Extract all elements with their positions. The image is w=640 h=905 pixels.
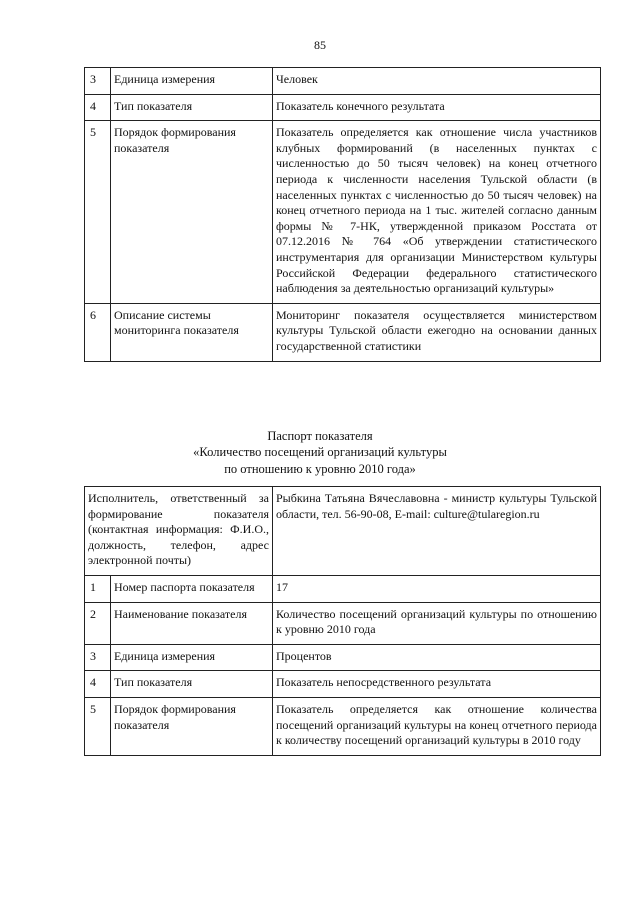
row-value: Человек <box>273 68 601 95</box>
row-value: Показатель конечного результата <box>273 94 601 121</box>
row-value: Показатель определяется как отношение числа участников клубных формирований (в населенных пунктах с численностью до 50 тысяч человек) на конец отчетного периода к численности населения Тульской области (в населенных пунктах с численностью до 50 тысяч человек) на конец отчетного периода на 1 тыс. жителей согласно данным формы № 7-НК, утвержденной приказом Росстата от 07.12.2016 № 764 «Об утверждении статистического инструментария для организации Министерством культуры Российской Федерации федерального статистического наблюдения за деятельностью организаций культуры» <box>273 121 601 304</box>
row-number: 3 <box>85 68 111 95</box>
row-label: Тип показателя <box>111 94 273 121</box>
table-row <box>85 121 601 304</box>
row-value: Показатель непосредственного результата <box>273 671 601 698</box>
indicator-table-continued <box>84 67 601 362</box>
row-label: Порядок формирования показателя <box>111 697 273 755</box>
row-label: Номер паспорта показателя <box>111 575 273 602</box>
table-row <box>85 671 601 698</box>
row-number: 1 <box>85 575 111 602</box>
table-row <box>85 303 601 361</box>
row-number: 4 <box>85 671 111 698</box>
executor-label: Исполнитель, ответственный за формирование показателя (контактная информация: Ф.И.О., должность, телефон, адрес электронной почты) <box>85 487 273 576</box>
indicator-passport-table <box>84 486 601 756</box>
passport-title <box>0 428 640 477</box>
row-value: Мониторинг показателя осуществляется министерством культуры Тульской области ежегодно на основании данных государственной статистики <box>273 303 601 361</box>
table-row <box>85 487 601 576</box>
row-value: Показатель определяется как отношение количества посещений организаций культуры на конец отчетного периода к количеству посещений организаций культуры в 2010 году <box>273 697 601 755</box>
row-number: 5 <box>85 121 111 304</box>
table-row <box>85 575 601 602</box>
row-label: Единица измерения <box>111 68 273 95</box>
row-value: Процентов <box>273 644 601 671</box>
row-number: 5 <box>85 697 111 755</box>
row-value: 17 <box>273 575 601 602</box>
page-number: 85 <box>314 38 326 52</box>
row-label: Описание системы мониторинга показателя <box>111 303 273 361</box>
row-number: 6 <box>85 303 111 361</box>
passport-title-line: «Количество посещений организаций культуры <box>193 445 447 460</box>
row-number: 3 <box>85 644 111 671</box>
row-label: Единица измерения <box>111 644 273 671</box>
executor-value: Рыбкина Татьяна Вячеславовна - министр культуры Тульской области, тел. 56-90-08, E-mail: culture@tularegion.ru <box>273 487 601 576</box>
passport-title-line: Паспорт показателя <box>267 429 373 443</box>
row-number: 2 <box>85 602 111 644</box>
row-label: Наименование показателя <box>111 602 273 644</box>
table-row <box>85 68 601 95</box>
table-row <box>85 697 601 755</box>
row-number: 4 <box>85 94 111 121</box>
row-label: Порядок формирования показателя <box>111 121 273 304</box>
table-row <box>85 602 601 644</box>
table-row <box>85 94 601 121</box>
row-value: Количество посещений организаций культуры по отношению к уровню 2010 года <box>273 602 601 644</box>
table-row <box>85 644 601 671</box>
row-label: Тип показателя <box>111 671 273 698</box>
passport-title-line: по отношению к уровню 2010 года» <box>224 461 416 476</box>
